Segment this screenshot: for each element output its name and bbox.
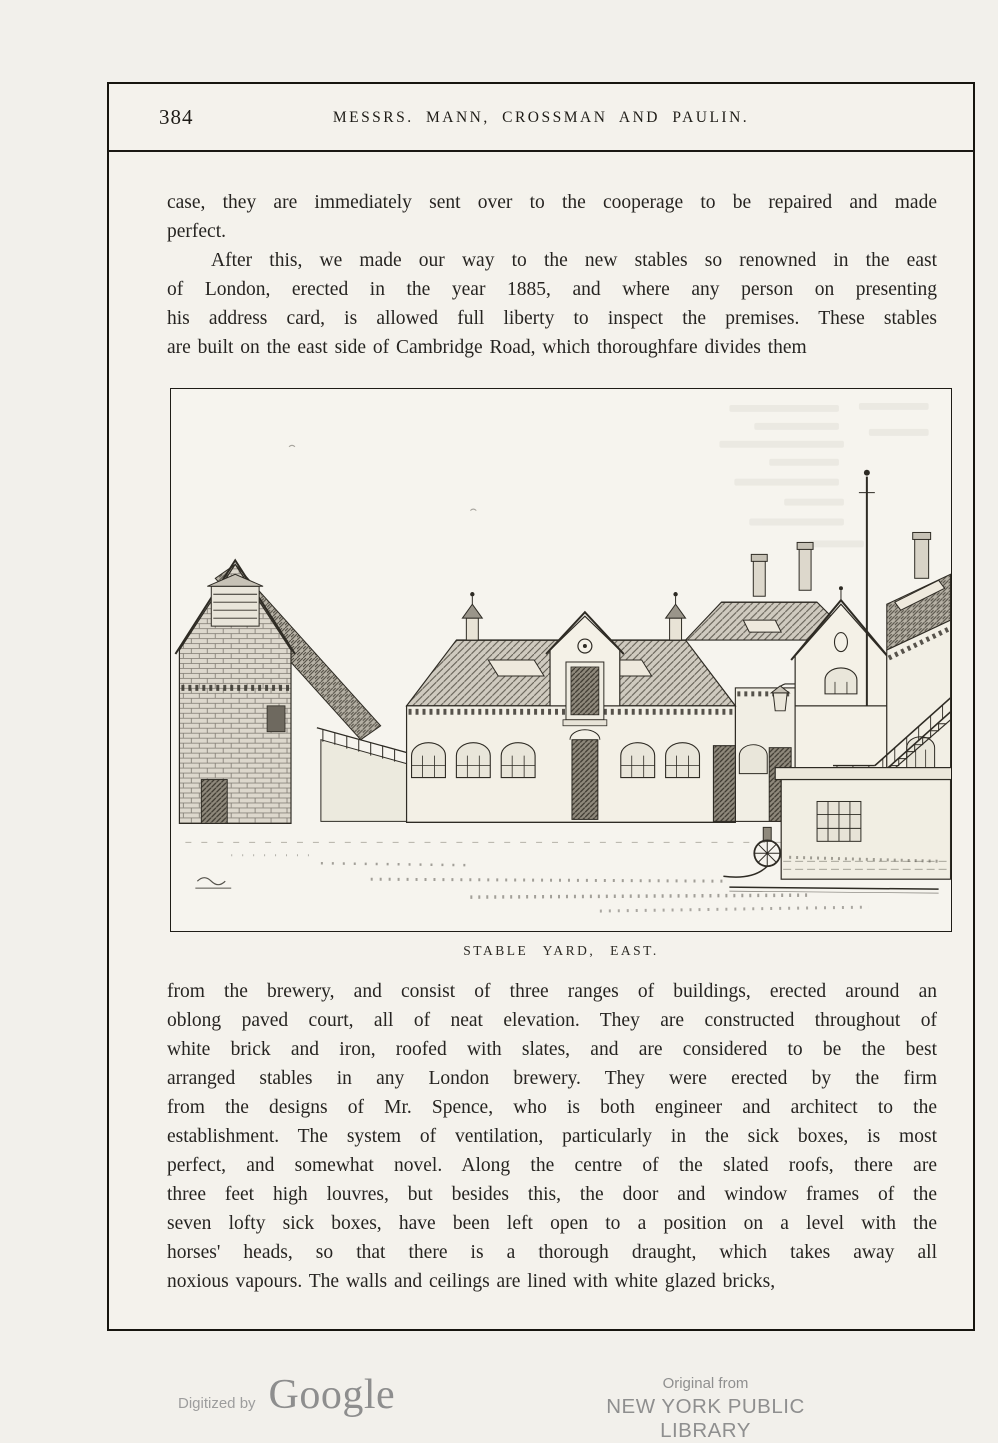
header-rule [108,150,974,152]
text-line: from the brewery, and consist of three ranges of buildings, erected around an [167,981,937,1002]
footer-original-from [558,1375,853,1443]
google-logo: Google [268,1372,396,1418]
text-line: seven lofty sick boxes, have been left open to a position on a level with the [167,1213,937,1234]
text-line: his address card, is allowed full liberty to inspect the premises. These stables [167,308,937,329]
figure-caption: STABLE YARD, EAST. [463,943,659,958]
text-line: oblong paved court, all of neat elevation. They are constructed throughout of [167,1010,937,1031]
text-line: case, they are immediately sent over to the cooperage to be repaired and made [167,192,937,213]
body-paragraph [167,977,937,1296]
stable-yard-engraving [171,389,951,931]
figure-frame [170,388,952,932]
text-line: establishment. The system of ventilation, particularly in the sick boxes, is most [167,1126,937,1147]
running-header: MESSRS. MANN, CROSSMAN AND PAULIN. [332,109,750,126]
text-line: perfect, and somewhat novel. Along the centre of the slated roofs, there are [167,1155,937,1176]
text-line: horses' heads, so that there is a thorough draught, which takes away all [167,1242,937,1263]
digitized-by-label: Digitized by [178,1395,256,1412]
original-from-label: Original from [662,1375,749,1392]
text-line: After this, we made our way to the new stables so renowned in the east [211,250,937,271]
figure [170,388,952,959]
body-paragraph [167,188,937,246]
text-line: noxious vapours. The walls and ceilings are lined with white glazed bricks, [167,1271,776,1292]
text-line: perfect. [167,221,226,242]
text-line: arranged stables in any London brewery. They were erected by the firm [167,1068,937,1089]
text-line: are built on the east side of Cambridge Road, which thoroughfare divides them [167,337,807,358]
library-name: NEW YORK PUBLIC LIBRARY [606,1395,805,1442]
footer-digitized [178,1374,395,1416]
body-paragraph [167,246,937,362]
page-border [107,82,975,1331]
text-line: from the designs of Mr. Spence, who is both engineer and architect to the [167,1097,937,1118]
text-line: white brick and iron, roofed with slates, and are considered to be the best [167,1039,937,1060]
text-line: three feet high louvres, but besides this, the door and window frames of the [167,1184,937,1205]
page-number: 384 [159,105,194,129]
text-line: of London, erected in the year 1885, and where any person on presenting [167,279,937,300]
